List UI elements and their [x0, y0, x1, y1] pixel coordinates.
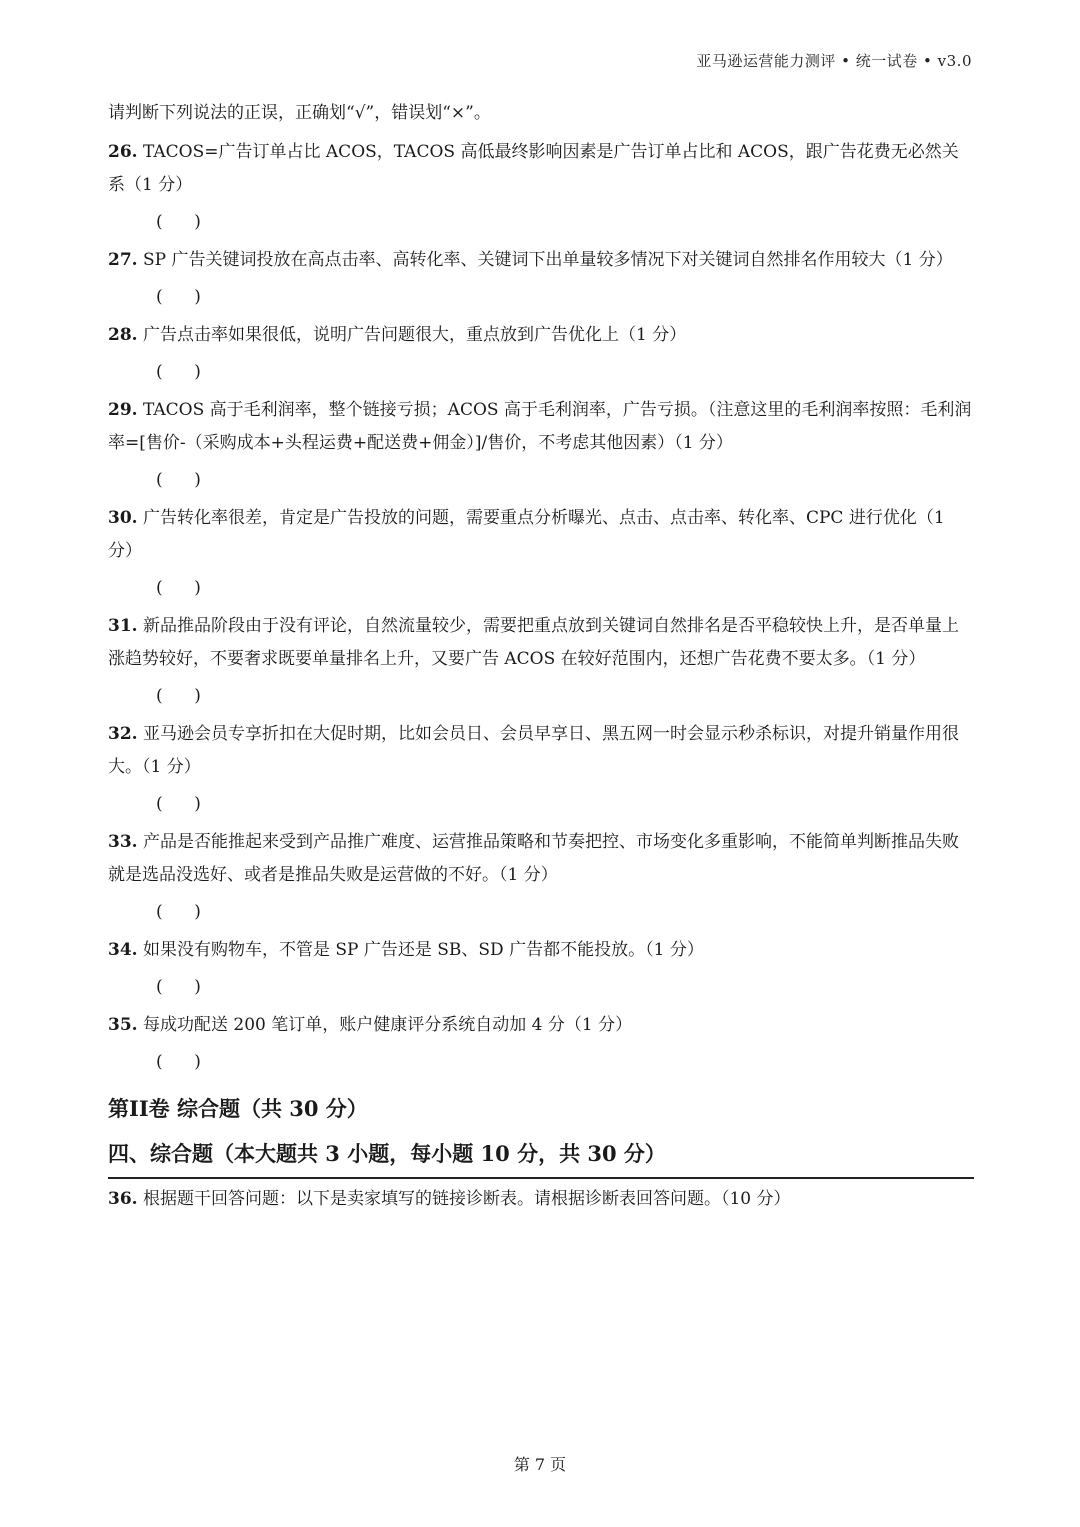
question-number: 35.	[108, 1015, 138, 1035]
question-text: 广告转化率很差，肯定是广告投放的问题，需要重点分析曝光、点击、点击率、转化率、CPC 进行优化（1 分）	[108, 508, 945, 561]
question-item	[108, 934, 974, 1004]
page-header: 亚马逊运营能力测评 • 统一试卷 • v3.0	[696, 52, 972, 70]
answer-blank[interactable]: ( )	[156, 794, 203, 814]
answer-blank[interactable]: ( )	[156, 578, 203, 598]
question-number: 28.	[108, 325, 138, 345]
question-text-line	[108, 319, 974, 352]
question-text-line	[108, 1009, 974, 1042]
question-number: 26.	[108, 142, 138, 162]
question-text-line	[108, 718, 974, 784]
question-number: 31.	[108, 616, 138, 636]
section-title: 四、综合题（本大题共 3 小题，每小题 10 分，共 30 分）	[108, 1135, 974, 1179]
question-number: 29.	[108, 400, 138, 420]
question-text: 如果没有购物车，不管是 SP 广告还是 SB、SD 广告都不能投放。（1 分）	[137, 940, 704, 960]
question-text-line	[108, 610, 974, 676]
question-text-line	[108, 136, 974, 202]
question-text: 亚马逊会员专享折扣在大促时期，比如会员日、会员早享日、黑五网一时会显示秒杀标识，对提升销量作用很大。（1 分）	[108, 724, 959, 777]
question-text-line	[108, 394, 974, 460]
question-text: 广告点击率如果很低，说明广告问题很大，重点放到广告优化上（1 分）	[137, 325, 687, 345]
question-text: TACOS 高于毛利润率，整个链接亏损；ACOS 高于毛利润率，广告亏损。（注意这里的毛利润率按照：毛利润率=[售价-（采购成本+头程运费+配送费+佣金）]/售价，不考虑其他因素）（1 分）	[108, 400, 972, 453]
question-item	[108, 718, 974, 821]
question-36	[108, 1183, 974, 1216]
question-text: SP 广告关键词投放在高点击率、高转化率、关键词下出单量较多情况下对关键词自然排名作用较大（1 分）	[137, 250, 953, 270]
question-item	[108, 1009, 974, 1079]
question-text-line	[108, 244, 974, 277]
question-number: 34.	[108, 940, 138, 960]
question-item	[108, 826, 974, 929]
question-number: 33.	[108, 832, 138, 852]
question-list	[108, 136, 974, 1079]
question-item	[108, 610, 974, 713]
answer-blank[interactable]: ( )	[156, 902, 203, 922]
question-text-line	[108, 826, 974, 892]
question-text: 每成功配送 200 笔订单，账户健康评分系统自动加 4 分（1 分）	[137, 1015, 633, 1035]
page-number: 第 7 页	[513, 1455, 567, 1474]
question-text: 产品是否能推起来受到产品推广难度、运营推品策略和节奏把控、市场变化多重影响，不能简单判断推品失败就是选品没选好、或者是推品失败是运营做的不好。（1 分）	[108, 832, 959, 885]
question-text-line	[108, 934, 974, 967]
question-number: 27.	[108, 250, 138, 270]
question-item	[108, 502, 974, 605]
answer-blank[interactable]: ( )	[156, 1052, 203, 1072]
answer-blank[interactable]: ( )	[156, 287, 203, 307]
question-text-line	[108, 502, 974, 568]
answer-blank[interactable]: ( )	[156, 362, 203, 382]
question-number: 36.	[108, 1189, 138, 1209]
question-text: TACOS=广告订单占比 ACOS，TACOS 高低最终影响因素是广告订单占比和 ACOS，跟广告花费无必然关系（1 分）	[108, 142, 959, 195]
question-text: 根据题干回答问题：以下是卖家填写的链接诊断表。请根据诊断表回答问题。（10 分）	[137, 1189, 791, 1209]
question-item	[108, 136, 974, 239]
question-number: 30.	[108, 508, 138, 528]
question-text: 新品推品阶段由于没有评论，自然流量较少，需要把重点放到关键词自然排名是否平稳较快上升，是否单量上涨趋势较好，不要奢求既要单量排名上升，又要广告 ACOS 在较好范围内，还想广告花费不要太多。（1 分）	[108, 616, 959, 669]
answer-blank[interactable]: ( )	[156, 977, 203, 997]
question-item	[108, 244, 974, 314]
part-title: 第II卷 综合题（共 30 分）	[108, 1096, 368, 1121]
answer-blank[interactable]: ( )	[156, 470, 203, 490]
answer-blank[interactable]: ( )	[156, 212, 203, 232]
question-item	[108, 394, 974, 497]
question-item	[108, 319, 974, 389]
question-number: 32.	[108, 724, 138, 744]
instruction-text: 请判断下列说法的正误，正确划“√”，错误划“×”。	[108, 103, 491, 123]
exam-content	[108, 96, 974, 1216]
answer-blank[interactable]: ( )	[156, 686, 203, 706]
